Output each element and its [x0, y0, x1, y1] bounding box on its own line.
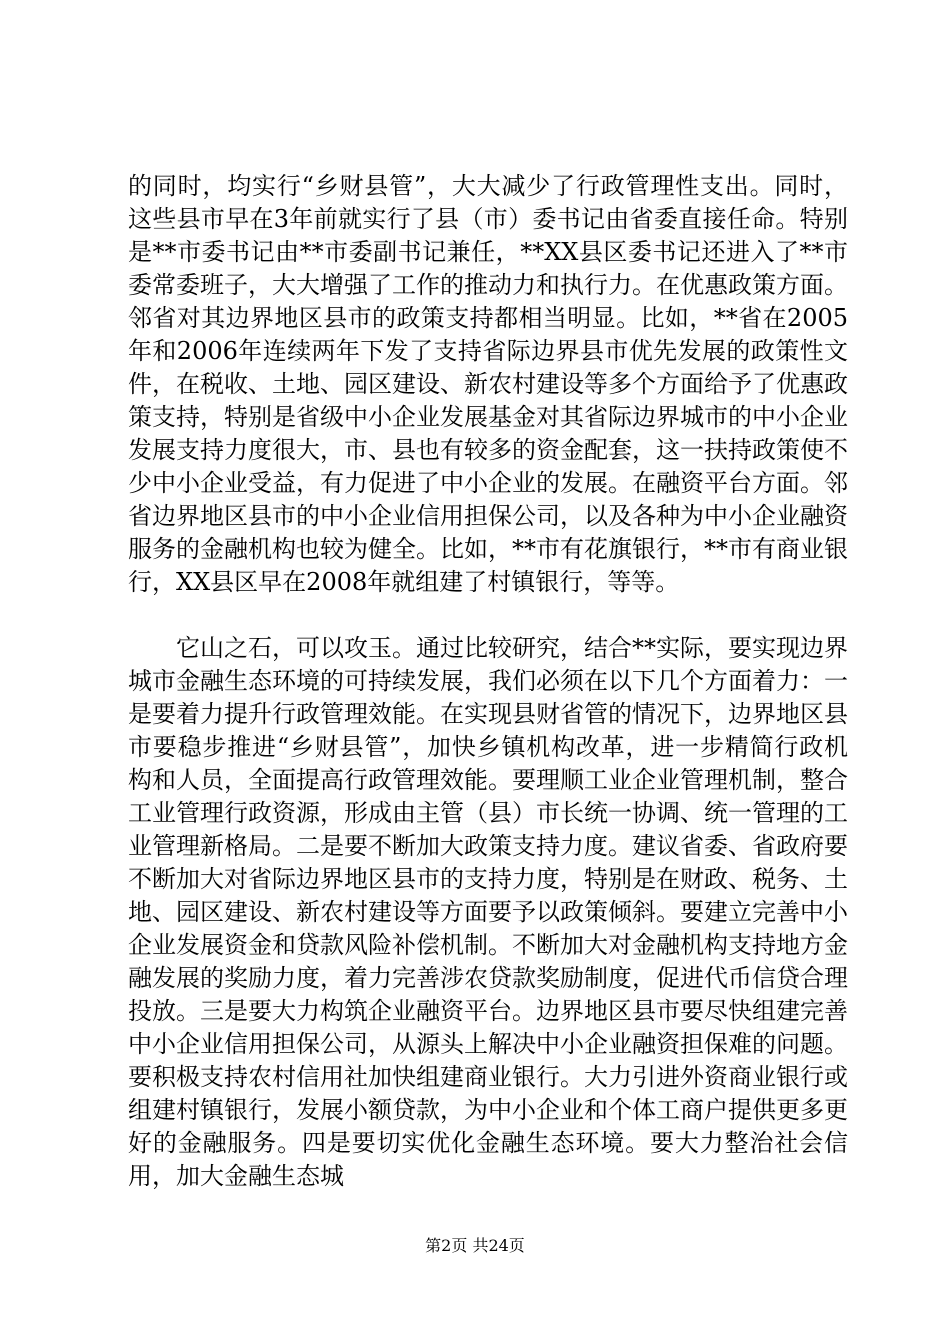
document-body	[128, 170, 848, 1193]
paragraph-2: 它山之石，可以攻玉。通过比较研究，结合**实际，要实现边界城市金融生态环境的可持续发展，我们必须在以下几个方面着力：一是要着力提升行政管理效能。在实现县财省管的情况下，边界地区县市要稳步推进“乡财县管”，加快乡镇机构改革，进一步精简行政机构和人员，全面提高行政管理效能。要理顺工业企业管理机制，整合工业管理行政资源，形成由主管（县）市长统一协调、统一管理的工业管理新格局。二是要不断加大政策支持力度。建议省委、省政府要不断加大对省际边界地区县市的支持力度，特别是在财政、税务、土地、园区建设、新农村建设等方面要予以政策倾斜。要建立完善中小企业发展资金和贷款风险补偿机制。不断加大对金融机构支持地方金融发展的奖励力度，着力完善涉农贷款奖励制度，促进代币信贷合理投放。三是要大力构筑企业融资平台。边界地区县市要尽快组建完善中小企业信用担保公司，从源头上解决中小企业融资担保难的问题。要积极支持农村信用社加快组建商业银行。大力引进外资商业银行或组建村镇银行，发展小额贷款，为中小企业和个体工商户提供更多更好的金融服务。四是要切实优化金融生态环境。要大力整治社会信用，加大金融生态城	[128, 634, 848, 1190]
paragraph-1: 的同时，均实行“乡财县管”，大大减少了行政管理性支出。同时，这些县市早在3年前就实行了县（市）委书记由省委直接任命。特别是**市委书记由**市委副书记兼任，**XX县区委书记还进入了**市委常委班子，大大增强了工作的推动力和执行力。在优惠政策方面。邻省对其边界地区县市的政策支持都相当明显。比如，**省在2005年和2006年连续两年下发了支持省际边界县市优先发展的政策性文件，在税收、土地、园区建设、新农村建设等多个方面给予了优惠政策支持，特别是省级中小企业发展基金对其省际边界城市的中小企业发展支持力度很大，市、县也有较多的资金配套，这一扶持政策使不少中小企业受益，有力促进了中小企业的发展。在融资平台方面。邻省边界地区县市的中小企业信用担保公司，以及各种为中小企业融资服务的金融机构也较为健全。比如，**市有花旗银行，**市有商业银行，XX县区早在2008年就组建了村镇银行，等等。	[128, 172, 848, 596]
page-number: 第2页 共24页	[425, 1236, 525, 1255]
